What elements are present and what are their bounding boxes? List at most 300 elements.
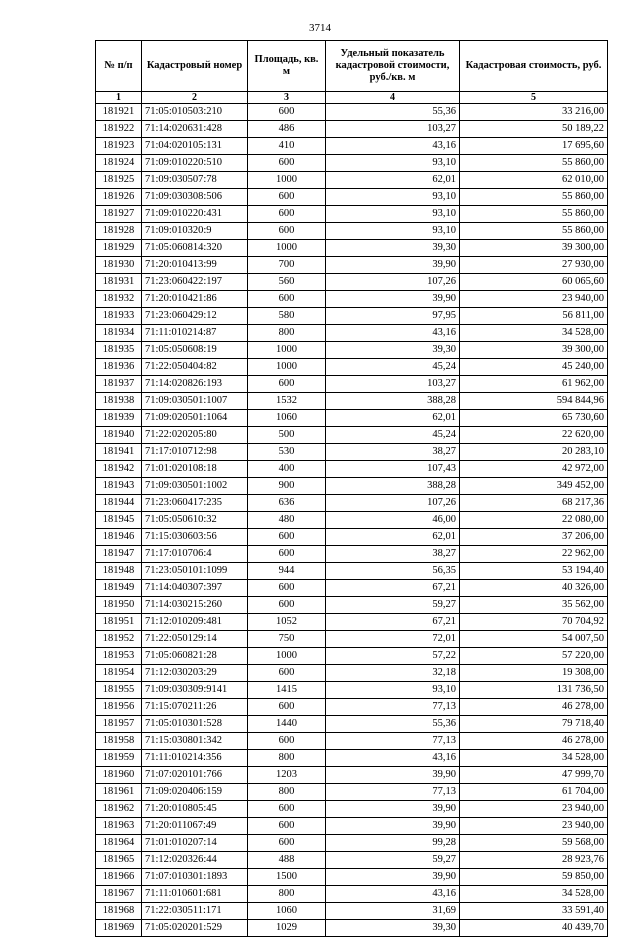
table-row [96, 529, 608, 546]
table-row [96, 716, 608, 733]
unit-rate-cell: 38,27 [326, 444, 460, 461]
area-cell: 600 [248, 291, 326, 308]
column-number: 4 [326, 92, 460, 104]
row-index-cell: 181924 [96, 155, 142, 172]
area-cell: 600 [248, 206, 326, 223]
unit-rate-cell: 77,13 [326, 733, 460, 750]
row-index-cell: 181921 [96, 104, 142, 121]
row-index-cell: 181931 [96, 274, 142, 291]
table-row [96, 325, 608, 342]
unit-rate-cell: 97,95 [326, 308, 460, 325]
row-index-cell: 181945 [96, 512, 142, 529]
cadastral-cost-cell: 55 860,00 [460, 155, 608, 172]
cadastral-cost-cell: 60 065,60 [460, 274, 608, 291]
cadastral-number-cell: 71:11:010214:87 [142, 325, 248, 342]
cadastral-number-cell: 71:12:010209:481 [142, 614, 248, 631]
table-row [96, 920, 608, 937]
area-cell: 600 [248, 155, 326, 172]
cadastral-cost-cell: 42 972,00 [460, 461, 608, 478]
cadastral-number-cell: 71:20:010413:99 [142, 257, 248, 274]
unit-rate-cell: 103,27 [326, 376, 460, 393]
table-row [96, 240, 608, 257]
cadastral-cost-cell: 50 189,22 [460, 121, 608, 138]
cadastral-cost-cell: 62 010,00 [460, 172, 608, 189]
table-row [96, 376, 608, 393]
cadastral-cost-cell: 27 930,00 [460, 257, 608, 274]
unit-rate-cell: 31,69 [326, 903, 460, 920]
cadastral-number-cell: 71:23:060417:235 [142, 495, 248, 512]
cadastral-number-cell: 71:09:030507:78 [142, 172, 248, 189]
unit-rate-cell: 59,27 [326, 852, 460, 869]
unit-rate-cell: 39,90 [326, 869, 460, 886]
table-row [96, 733, 608, 750]
cadastral-number-cell: 71:20:010805:45 [142, 801, 248, 818]
row-index-cell: 181947 [96, 546, 142, 563]
cadastral-cost-cell: 47 999,70 [460, 767, 608, 784]
unit-rate-cell: 43,16 [326, 325, 460, 342]
unit-rate-cell: 67,21 [326, 580, 460, 597]
area-cell: 600 [248, 189, 326, 206]
table-row [96, 461, 608, 478]
area-cell: 1532 [248, 393, 326, 410]
area-cell: 560 [248, 274, 326, 291]
area-cell: 600 [248, 835, 326, 852]
row-index-cell: 181965 [96, 852, 142, 869]
table-row [96, 189, 608, 206]
unit-rate-cell: 39,30 [326, 342, 460, 359]
cadastral-cost-cell: 70 704,92 [460, 614, 608, 631]
table-row [96, 886, 608, 903]
table-row [96, 818, 608, 835]
area-cell: 1000 [248, 359, 326, 376]
cadastral-cost-cell: 40 439,70 [460, 920, 608, 937]
area-cell: 600 [248, 104, 326, 121]
row-index-cell: 181934 [96, 325, 142, 342]
cadastral-cost-cell: 34 528,00 [460, 325, 608, 342]
area-cell: 600 [248, 597, 326, 614]
cadastral-cost-cell: 46 278,00 [460, 733, 608, 750]
table-row [96, 427, 608, 444]
table-body [96, 104, 608, 937]
unit-rate-cell: 55,36 [326, 716, 460, 733]
area-cell: 400 [248, 461, 326, 478]
column-number: 3 [248, 92, 326, 104]
unit-rate-cell: 43,16 [326, 138, 460, 155]
table-row [96, 665, 608, 682]
area-cell: 1052 [248, 614, 326, 631]
row-index-cell: 181962 [96, 801, 142, 818]
area-cell: 800 [248, 784, 326, 801]
cadastral-number-cell: 71:23:060422:197 [142, 274, 248, 291]
cadastral-number-cell: 71:09:010220:431 [142, 206, 248, 223]
unit-rate-cell: 107,26 [326, 495, 460, 512]
unit-rate-cell: 62,01 [326, 529, 460, 546]
table-row [96, 767, 608, 784]
table-row [96, 410, 608, 427]
cadastral-cost-cell: 22 962,00 [460, 546, 608, 563]
cadastral-cost-cell: 59 568,00 [460, 835, 608, 852]
cadastral-cost-cell: 17 695,60 [460, 138, 608, 155]
table-row [96, 648, 608, 665]
cadastral-number-cell: 71:14:020826:193 [142, 376, 248, 393]
cadastral-number-cell: 71:01:020108:18 [142, 461, 248, 478]
row-index-cell: 181925 [96, 172, 142, 189]
cadastral-number-cell: 71:09:010320:9 [142, 223, 248, 240]
area-cell: 636 [248, 495, 326, 512]
cadastral-cost-cell: 39 300,00 [460, 342, 608, 359]
row-index-cell: 181957 [96, 716, 142, 733]
cadastral-cost-cell: 28 923,76 [460, 852, 608, 869]
unit-rate-cell: 32,18 [326, 665, 460, 682]
cadastral-number-cell: 71:11:010214:356 [142, 750, 248, 767]
cadastral-number-cell: 71:05:020201:529 [142, 920, 248, 937]
table-row [96, 444, 608, 461]
row-index-cell: 181963 [96, 818, 142, 835]
unit-rate-cell: 107,26 [326, 274, 460, 291]
cadastral-cost-cell: 61 962,00 [460, 376, 608, 393]
cadastral-number-cell: 71:09:020501:1064 [142, 410, 248, 427]
cadastral-number-cell: 71:07:020101:766 [142, 767, 248, 784]
row-index-cell: 181928 [96, 223, 142, 240]
cadastral-cost-cell: 56 811,00 [460, 308, 608, 325]
row-index-cell: 181969 [96, 920, 142, 937]
cadastral-number-cell: 71:14:040307:397 [142, 580, 248, 597]
table-row [96, 631, 608, 648]
cadastral-number-cell: 71:09:010220:510 [142, 155, 248, 172]
row-index-cell: 181923 [96, 138, 142, 155]
cadastral-cost-cell: 34 528,00 [460, 750, 608, 767]
area-cell: 1203 [248, 767, 326, 784]
area-cell: 1029 [248, 920, 326, 937]
area-cell: 486 [248, 121, 326, 138]
cadastral-number-cell: 71:09:030308:506 [142, 189, 248, 206]
cadastral-cost-cell: 23 940,00 [460, 801, 608, 818]
cadastral-number-cell: 71:05:060821:28 [142, 648, 248, 665]
cadastral-number-cell: 71:22:050129:14 [142, 631, 248, 648]
cadastral-number-cell: 71:04:020105:131 [142, 138, 248, 155]
cadastral-cost-cell: 55 860,00 [460, 223, 608, 240]
table-row [96, 597, 608, 614]
cadastral-number-cell: 71:09:030501:1002 [142, 478, 248, 495]
area-cell: 900 [248, 478, 326, 495]
cadastral-number-cell: 71:22:020205:80 [142, 427, 248, 444]
area-cell: 1440 [248, 716, 326, 733]
table-row [96, 835, 608, 852]
cadastral-cost-cell: 79 718,40 [460, 716, 608, 733]
row-index-cell: 181967 [96, 886, 142, 903]
cadastral-number-cell: 71:15:030801:342 [142, 733, 248, 750]
row-index-cell: 181922 [96, 121, 142, 138]
unit-rate-cell: 39,90 [326, 257, 460, 274]
cadastral-number-cell: 71:23:050101:1099 [142, 563, 248, 580]
unit-rate-cell: 39,90 [326, 818, 460, 835]
cadastral-number-cell: 71:09:020406:159 [142, 784, 248, 801]
table-row [96, 223, 608, 240]
row-index-cell: 181951 [96, 614, 142, 631]
row-index-cell: 181948 [96, 563, 142, 580]
unit-rate-cell: 39,90 [326, 291, 460, 308]
table-row [96, 869, 608, 886]
cadastral-number-cell: 71:23:060429:12 [142, 308, 248, 325]
table-row [96, 206, 608, 223]
table-row [96, 750, 608, 767]
column-number-row [96, 92, 608, 104]
cadastral-cost-cell: 39 300,00 [460, 240, 608, 257]
cadastral-cost-cell: 594 844,96 [460, 393, 608, 410]
row-index-cell: 181943 [96, 478, 142, 495]
cadastral-cost-cell: 46 278,00 [460, 699, 608, 716]
table-row [96, 478, 608, 495]
unit-rate-cell: 103,27 [326, 121, 460, 138]
cadastral-cost-cell: 45 240,00 [460, 359, 608, 376]
row-index-cell: 181939 [96, 410, 142, 427]
area-cell: 1000 [248, 172, 326, 189]
cadastral-number-cell: 71:14:020631:428 [142, 121, 248, 138]
unit-rate-cell: 77,13 [326, 784, 460, 801]
unit-rate-cell: 39,30 [326, 240, 460, 257]
row-index-cell: 181930 [96, 257, 142, 274]
cadastral-cost-cell: 61 704,00 [460, 784, 608, 801]
row-index-cell: 181966 [96, 869, 142, 886]
unit-rate-cell: 59,27 [326, 597, 460, 614]
row-index-cell: 181946 [96, 529, 142, 546]
cadastral-number-cell: 71:20:011067:49 [142, 818, 248, 835]
unit-rate-cell: 38,27 [326, 546, 460, 563]
unit-rate-cell: 388,28 [326, 478, 460, 495]
area-cell: 488 [248, 852, 326, 869]
table-row [96, 852, 608, 869]
area-cell: 1000 [248, 240, 326, 257]
cadastral-number-cell: 71:07:010301:1893 [142, 869, 248, 886]
table-row [96, 291, 608, 308]
row-index-cell: 181936 [96, 359, 142, 376]
table-row [96, 563, 608, 580]
cadastral-cost-cell: 131 736,50 [460, 682, 608, 699]
table-row [96, 172, 608, 189]
row-index-cell: 181941 [96, 444, 142, 461]
cadastral-cost-cell: 23 940,00 [460, 818, 608, 835]
area-cell: 750 [248, 631, 326, 648]
unit-rate-cell: 93,10 [326, 155, 460, 172]
unit-rate-cell: 388,28 [326, 393, 460, 410]
cadastral-number-cell: 71:09:030309:9141 [142, 682, 248, 699]
row-index-cell: 181929 [96, 240, 142, 257]
area-cell: 800 [248, 750, 326, 767]
table-row [96, 580, 608, 597]
cadastral-cost-cell: 33 216,00 [460, 104, 608, 121]
cadastral-number-cell: 71:20:010421:86 [142, 291, 248, 308]
column-header-area: Площадь, кв. м [248, 41, 326, 92]
area-cell: 1060 [248, 410, 326, 427]
row-index-cell: 181937 [96, 376, 142, 393]
table-row [96, 104, 608, 121]
cadastral-cost-cell: 35 562,00 [460, 597, 608, 614]
area-cell: 600 [248, 699, 326, 716]
row-index-cell: 181958 [96, 733, 142, 750]
table-row [96, 512, 608, 529]
table-row [96, 393, 608, 410]
table-row [96, 699, 608, 716]
unit-rate-cell: 46,00 [326, 512, 460, 529]
cadastral-number-cell: 71:05:010503:210 [142, 104, 248, 121]
unit-rate-cell: 43,16 [326, 750, 460, 767]
table-row [96, 308, 608, 325]
table-header-row [96, 41, 608, 92]
area-cell: 944 [248, 563, 326, 580]
row-index-cell: 181949 [96, 580, 142, 597]
cadastral-cost-cell: 55 860,00 [460, 189, 608, 206]
table-row [96, 121, 608, 138]
cadastral-cost-cell: 68 217,36 [460, 495, 608, 512]
row-index-cell: 181933 [96, 308, 142, 325]
column-number: 5 [460, 92, 608, 104]
row-index-cell: 181926 [96, 189, 142, 206]
cadastral-cost-cell: 40 326,00 [460, 580, 608, 597]
unit-rate-cell: 67,21 [326, 614, 460, 631]
cadastral-number-cell: 71:05:050608:19 [142, 342, 248, 359]
row-index-cell: 181950 [96, 597, 142, 614]
table-row [96, 257, 608, 274]
cadastral-number-cell: 71:12:020326:44 [142, 852, 248, 869]
column-header-cadastral-number: Кадастровый номер [142, 41, 248, 92]
area-cell: 1500 [248, 869, 326, 886]
area-cell: 600 [248, 376, 326, 393]
cadastral-number-cell: 71:14:030215:260 [142, 597, 248, 614]
area-cell: 1415 [248, 682, 326, 699]
column-header-index: № п/п [96, 41, 142, 92]
area-cell: 600 [248, 801, 326, 818]
cadastral-cost-cell: 54 007,50 [460, 631, 608, 648]
table-row [96, 155, 608, 172]
cadastral-cost-cell: 34 528,00 [460, 886, 608, 903]
table-row [96, 546, 608, 563]
row-index-cell: 181964 [96, 835, 142, 852]
unit-rate-cell: 39,90 [326, 801, 460, 818]
cadastral-number-cell: 71:01:010207:14 [142, 835, 248, 852]
column-header-cadastral-cost: Кадастровая стоимость, руб. [460, 41, 608, 92]
cadastral-number-cell: 71:15:070211:26 [142, 699, 248, 716]
cadastral-number-cell: 71:05:010301:528 [142, 716, 248, 733]
area-cell: 800 [248, 325, 326, 342]
area-cell: 600 [248, 818, 326, 835]
unit-rate-cell: 56,35 [326, 563, 460, 580]
area-cell: 700 [248, 257, 326, 274]
row-index-cell: 181938 [96, 393, 142, 410]
cadastral-number-cell: 71:22:050404:82 [142, 359, 248, 376]
area-cell: 600 [248, 223, 326, 240]
area-cell: 530 [248, 444, 326, 461]
area-cell: 800 [248, 886, 326, 903]
cadastral-number-cell: 71:09:030501:1007 [142, 393, 248, 410]
cadastral-number-cell: 71:12:030203:29 [142, 665, 248, 682]
unit-rate-cell: 93,10 [326, 223, 460, 240]
cadastral-cost-cell: 22 620,00 [460, 427, 608, 444]
cadastral-cost-cell: 20 283,10 [460, 444, 608, 461]
row-index-cell: 181960 [96, 767, 142, 784]
unit-rate-cell: 39,30 [326, 920, 460, 937]
cadastral-cost-cell: 33 591,40 [460, 903, 608, 920]
area-cell: 410 [248, 138, 326, 155]
row-index-cell: 181954 [96, 665, 142, 682]
column-number: 1 [96, 92, 142, 104]
unit-rate-cell: 45,24 [326, 427, 460, 444]
cadastral-number-cell: 71:17:010706:4 [142, 546, 248, 563]
cadastral-number-cell: 71:22:030511:171 [142, 903, 248, 920]
cadastral-number-cell: 71:05:060814:320 [142, 240, 248, 257]
row-index-cell: 181955 [96, 682, 142, 699]
cadastral-cost-cell: 19 308,00 [460, 665, 608, 682]
table-row [96, 903, 608, 920]
unit-rate-cell: 62,01 [326, 410, 460, 427]
row-index-cell: 181944 [96, 495, 142, 512]
cadastral-number-cell: 71:05:050610:32 [142, 512, 248, 529]
area-cell: 1000 [248, 648, 326, 665]
unit-rate-cell: 107,43 [326, 461, 460, 478]
row-index-cell: 181968 [96, 903, 142, 920]
row-index-cell: 181956 [96, 699, 142, 716]
area-cell: 600 [248, 546, 326, 563]
unit-rate-cell: 93,10 [326, 682, 460, 699]
page-number: 3714 [309, 22, 331, 34]
area-cell: 580 [248, 308, 326, 325]
cadastral-number-cell: 71:17:010712:98 [142, 444, 248, 461]
column-number: 2 [142, 92, 248, 104]
area-cell: 600 [248, 580, 326, 597]
cadastral-value-table [95, 40, 608, 937]
area-cell: 600 [248, 665, 326, 682]
cadastral-cost-cell: 349 452,00 [460, 478, 608, 495]
row-index-cell: 181961 [96, 784, 142, 801]
unit-rate-cell: 77,13 [326, 699, 460, 716]
cadastral-cost-cell: 23 940,00 [460, 291, 608, 308]
unit-rate-cell: 57,22 [326, 648, 460, 665]
unit-rate-cell: 93,10 [326, 189, 460, 206]
table-row [96, 682, 608, 699]
cadastral-cost-cell: 37 206,00 [460, 529, 608, 546]
cadastral-cost-cell: 57 220,00 [460, 648, 608, 665]
table-row [96, 274, 608, 291]
row-index-cell: 181942 [96, 461, 142, 478]
unit-rate-cell: 99,28 [326, 835, 460, 852]
table-row [96, 614, 608, 631]
table-row [96, 359, 608, 376]
cadastral-cost-cell: 59 850,00 [460, 869, 608, 886]
row-index-cell: 181927 [96, 206, 142, 223]
area-cell: 600 [248, 733, 326, 750]
unit-rate-cell: 45,24 [326, 359, 460, 376]
table-row [96, 138, 608, 155]
area-cell: 600 [248, 529, 326, 546]
cadastral-cost-cell: 55 860,00 [460, 206, 608, 223]
area-cell: 1000 [248, 342, 326, 359]
row-index-cell: 181959 [96, 750, 142, 767]
row-index-cell: 181932 [96, 291, 142, 308]
table-row [96, 495, 608, 512]
row-index-cell: 181940 [96, 427, 142, 444]
cadastral-cost-cell: 22 080,00 [460, 512, 608, 529]
unit-rate-cell: 55,36 [326, 104, 460, 121]
cadastral-cost-cell: 53 194,40 [460, 563, 608, 580]
cadastral-cost-cell: 65 730,60 [460, 410, 608, 427]
row-index-cell: 181935 [96, 342, 142, 359]
table-row [96, 342, 608, 359]
area-cell: 500 [248, 427, 326, 444]
unit-rate-cell: 72,01 [326, 631, 460, 648]
area-cell: 480 [248, 512, 326, 529]
row-index-cell: 181952 [96, 631, 142, 648]
table-row [96, 801, 608, 818]
row-index-cell: 181953 [96, 648, 142, 665]
